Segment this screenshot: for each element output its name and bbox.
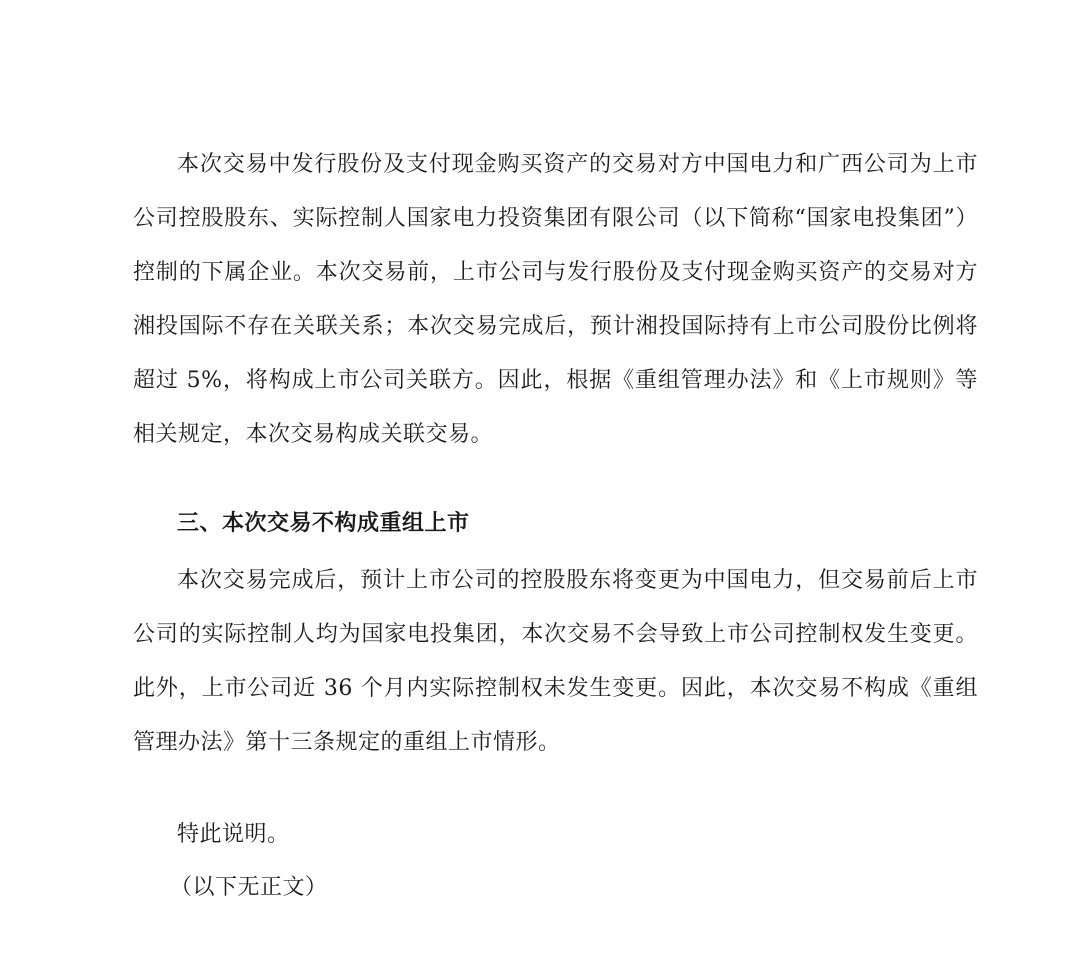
section-heading: 三、本次交易不构成重组上市 [177,511,470,536]
end-of-text-note: （以下无正文） [170,875,328,900]
closing-statement: 特此说明。 [177,822,290,847]
not-reorganization-listing-paragraph: 本次交易完成后，预计上市公司的控股股东将变更为中国电力，但交易前后上市公司的实际控制人均为国家电投集团，本次交易不会导致上市公司控制权发生变更。此外，上市公司近 36 个月内实际控制权未发生变更。因此，本次交易不构成《重组管理办法》第十三条规定的重组上市情形。 [133,568,978,755]
related-transaction-paragraph: 本次交易中发行股份及支付现金购买资产的交易对方中国电力和广西公司为上市公司控股股东、实际控制人国家电力投资集团有限公司（以下简称“国家电投集团”）控制的下属企业。本次交易前，上市公司与发行股份及支付现金购买资产的交易对方湘投国际不存在关联关系；本次交易完成后，预计湘投国际持有上市公司股份比例将超过 5%，将构成上市公司关联方。因此，根据《重组管理办法》和《上市规则》等相关规定，本次交易构成关联交易。 [133,152,978,447]
